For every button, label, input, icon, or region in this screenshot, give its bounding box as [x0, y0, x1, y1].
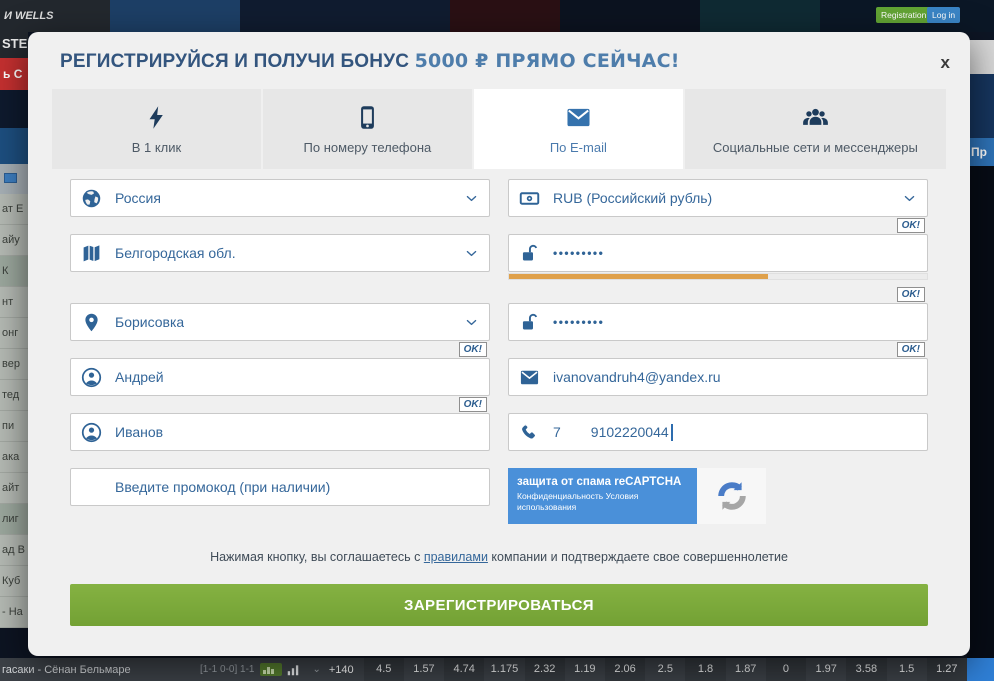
recaptcha-logo-icon	[697, 468, 766, 524]
email-field[interactable]	[508, 344, 928, 396]
registration-button[interactable]: Registration	[876, 7, 931, 23]
tab-label: Социальные сети и мессенджеры	[712, 139, 918, 155]
tab-social[interactable]	[685, 89, 946, 169]
envelope-icon	[519, 367, 540, 388]
promo-code-field[interactable]	[70, 468, 490, 506]
globe-icon	[81, 188, 102, 209]
chevron-down-icon[interactable]	[464, 315, 479, 330]
chevron-down-icon[interactable]: ⌄	[312, 664, 321, 675]
odds-value[interactable]: 2.5	[657, 663, 673, 675]
pin-icon	[81, 312, 102, 333]
match-score: [1-1 0-0] 1-1	[200, 664, 255, 675]
sidebar-item-fragment[interactable]: онг	[0, 318, 28, 349]
background-left-strip	[0, 32, 28, 658]
tab-label: По E-mail	[549, 139, 607, 155]
person-icon	[81, 422, 102, 443]
registration-modal	[28, 32, 970, 656]
ok-badge: OK!	[897, 287, 925, 302]
privacy-link[interactable]: Конфиденциальность	[517, 491, 604, 501]
text-cursor	[671, 424, 673, 441]
title-main: РЕГИСТРИРУЙСЯ И ПОЛУЧИ БОНУС	[60, 51, 415, 72]
monitor-icon	[4, 173, 17, 183]
first-name-field[interactable]	[70, 344, 490, 396]
chevron-down-icon[interactable]	[464, 191, 479, 206]
sidebar-item-fragment[interactable]: айт	[0, 473, 28, 504]
odds-value[interactable]: 2.06	[605, 658, 645, 681]
form-right-column	[508, 179, 928, 524]
odds-row	[0, 658, 994, 681]
field-value: •••••••••	[553, 315, 605, 329]
ok-badge: OK!	[459, 397, 487, 412]
person-icon	[81, 367, 102, 388]
field-value: ivanovandruh4@yandex.ru	[553, 369, 721, 385]
recaptcha-text: защита от спама	[517, 476, 615, 488]
phone-field[interactable]	[508, 413, 928, 451]
banknote-icon	[519, 188, 540, 209]
match-name[interactable]: гасаки - Сёнан Бельмаре	[2, 663, 131, 676]
field-value: 9102220044	[590, 424, 669, 440]
odds-value[interactable]: 1.27	[927, 658, 967, 681]
promo-fragment: ь С	[0, 58, 28, 90]
background-right-strip	[967, 32, 994, 658]
chart-bars-icon[interactable]	[286, 663, 300, 676]
sidebar-item-fragment[interactable]: ат Е	[0, 194, 28, 225]
registration-tabs	[52, 89, 946, 169]
field-value: Белгородская обл.	[115, 245, 236, 261]
odds-value[interactable]: 1.97	[815, 663, 837, 675]
odds-value[interactable]: 1.8	[685, 658, 725, 681]
sidebar-item-fragment[interactable]: пи	[0, 411, 28, 442]
sidebar-item-fragment[interactable]: ака	[0, 442, 28, 473]
field-value: Борисовка	[115, 314, 185, 330]
live-stats-icon[interactable]	[260, 663, 282, 676]
recaptcha-title	[517, 476, 688, 488]
odds-values	[364, 658, 967, 681]
people-icon	[802, 104, 829, 131]
tab-by-email[interactable]	[474, 89, 683, 169]
chevron-down-icon[interactable]	[464, 246, 479, 261]
city-select[interactable]	[70, 303, 490, 341]
ok-badge: OK!	[459, 342, 487, 357]
odds-value[interactable]: 3.58	[846, 658, 886, 681]
lock-icon	[519, 312, 540, 333]
rules-link[interactable]: правилами	[423, 550, 488, 564]
odds-value[interactable]: 1.87	[735, 663, 757, 675]
register-submit-button[interactable]: ЗАРЕГИСТРИРОВАТЬСЯ	[70, 584, 928, 626]
sidebar-item-fragment[interactable]: вер	[0, 349, 28, 380]
odds-value[interactable]: 2.32	[525, 658, 565, 681]
phone-country-prefix: 7	[553, 424, 561, 440]
odds-value[interactable]: 1.57	[413, 663, 435, 675]
tab-label: По номеру телефона	[303, 139, 432, 155]
sidebar-item-fragment[interactable]: тед	[0, 380, 28, 411]
field-value: Введите промокод (при наличии)	[115, 479, 331, 495]
sidebar-item-fragment[interactable]: лиг	[0, 504, 28, 535]
sidebar-item-fragment[interactable]: ад В	[0, 535, 28, 566]
tab-by-phone[interactable]	[263, 89, 472, 169]
field-value: Андрей	[115, 369, 164, 385]
sidebar-item-fragment[interactable]: Куб	[0, 566, 28, 597]
odds-value[interactable]: 1.175	[490, 663, 519, 675]
odds-value[interactable]: 4.74	[444, 658, 484, 681]
field-value: RUB (Российский рубль)	[553, 190, 713, 206]
password-field[interactable]	[508, 220, 928, 272]
ok-badge: OK!	[897, 218, 925, 233]
region-select[interactable]	[70, 234, 490, 272]
odds-value[interactable]: 1.19	[574, 663, 596, 675]
recaptcha-info	[508, 468, 697, 524]
banner-text: И WELLS	[0, 0, 110, 32]
modal-title	[28, 32, 970, 73]
recaptcha-widget[interactable]	[508, 468, 766, 524]
recaptcha-links	[517, 491, 677, 513]
password-strength-fill	[509, 274, 768, 279]
envelope-icon	[565, 104, 592, 131]
map-icon	[81, 243, 102, 264]
login-button[interactable]: Log in	[927, 7, 960, 23]
sidebar-item-fragment[interactable]: нт	[0, 287, 28, 318]
registration-form	[70, 179, 928, 524]
ok-badge: OK!	[897, 342, 925, 357]
currency-select[interactable]	[508, 179, 928, 217]
tab-label: В 1 клик	[131, 139, 182, 155]
field-value: Россия	[115, 190, 161, 206]
form-left-column	[70, 179, 490, 524]
odds-value[interactable]: 1.5	[898, 663, 915, 675]
sidebar-item-fragment[interactable]: айу	[0, 225, 28, 256]
lightning-icon	[143, 104, 170, 131]
smartphone-icon	[354, 104, 381, 131]
last-name-field[interactable]	[70, 399, 490, 451]
field-value: •••••••••	[553, 246, 605, 260]
blue-action-button[interactable]	[967, 658, 994, 681]
terms-text: Нажимая кнопку, вы соглашаетесь с правилами компании и подтверждаете свое совершеннолетие	[210, 550, 788, 564]
tab-fragment[interactable]: Пр	[967, 138, 994, 166]
icon-spacer	[81, 477, 102, 498]
sidebar-item-fragment[interactable]: - На	[0, 597, 28, 628]
banner-fragment: STE	[0, 32, 28, 58]
terms-link[interactable]: Условия использования	[517, 491, 639, 513]
field-value: Иванов	[115, 424, 164, 440]
password-repeat-field[interactable]	[508, 289, 928, 341]
chevron-down-icon[interactable]	[902, 191, 917, 206]
close-icon[interactable]: x	[940, 53, 950, 72]
odds-value[interactable]: 4.5	[364, 658, 404, 681]
title-accent: 5000 ₽ ПРЯМО СЕЙЧАС!	[414, 50, 680, 72]
handicap-value[interactable]: +140	[328, 663, 354, 676]
recaptcha-brand: reCAPTCHA	[614, 476, 682, 488]
background-banner	[0, 0, 994, 32]
lock-icon	[519, 243, 540, 264]
password-strength-bar	[508, 273, 928, 280]
sports-menu	[0, 194, 28, 628]
odds-value[interactable]: 0	[766, 658, 806, 681]
sidebar-item-fragment[interactable]: К	[0, 256, 28, 287]
tab-one-click[interactable]	[52, 89, 261, 169]
phone-icon	[519, 422, 540, 443]
country-select[interactable]	[70, 179, 490, 217]
